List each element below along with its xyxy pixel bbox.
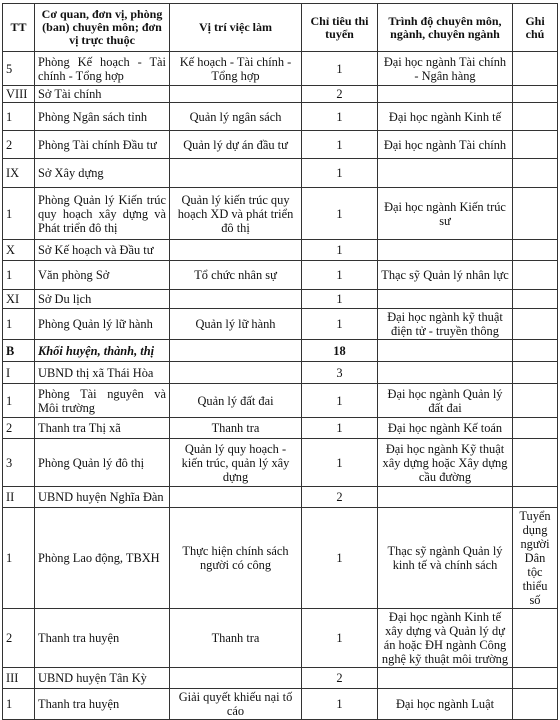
table-row [3, 362, 558, 384]
quota-cell: 1 [302, 309, 378, 340]
note-cell [513, 609, 558, 668]
table-row [3, 689, 558, 720]
quota-cell: 1 [302, 261, 378, 290]
tt-cell: IX [3, 159, 35, 188]
tt-cell: B [3, 340, 35, 362]
tt-cell: III [3, 668, 35, 689]
position-cell [170, 340, 302, 362]
tt-cell: 3 [3, 439, 35, 487]
quota-cell: 2 [302, 86, 378, 103]
tt-cell: 1 [3, 188, 35, 240]
position-cell: Tổ chức nhân sự [170, 261, 302, 290]
qualification-cell [378, 240, 513, 261]
quota-cell: 1 [302, 159, 378, 188]
position-cell [170, 290, 302, 309]
table-row [3, 240, 558, 261]
position-cell: Quản lý dự án đầu tư [170, 131, 302, 159]
qualification-cell: Đại học ngành Kinh tế [378, 103, 513, 131]
unit-cell: Phòng Tài chính Đầu tư [35, 131, 170, 159]
unit-cell: UBND huyện Tân Kỳ [35, 668, 170, 689]
position-cell: Thực hiện chính sách người có công [170, 508, 302, 609]
table-row [3, 131, 558, 159]
position-cell: Quản lý lữ hành [170, 309, 302, 340]
header-tt: TT [3, 4, 35, 52]
table-row [3, 52, 558, 86]
tt-cell: 1 [3, 103, 35, 131]
tt-cell: I [3, 362, 35, 384]
unit-cell: Khối huyện, thành, thị [35, 340, 170, 362]
tt-cell: 1 [3, 508, 35, 609]
qualification-cell: Đại học ngành Kinh tế xây dựng và Quản lý dự án hoặc ĐH ngành Công nghệ kỹ thuật môi trường [378, 609, 513, 668]
note-cell [513, 86, 558, 103]
position-cell [170, 487, 302, 508]
quota-cell: 1 [302, 508, 378, 609]
header-note: Ghi chú [513, 4, 558, 52]
unit-cell: Thanh tra huyện [35, 689, 170, 720]
table-row [3, 609, 558, 668]
unit-cell: Sở Du lịch [35, 290, 170, 309]
table-row [3, 309, 558, 340]
table-row [3, 418, 558, 439]
unit-cell: Sở Kế hoạch và Đầu tư [35, 240, 170, 261]
position-cell [170, 240, 302, 261]
quota-cell: 1 [302, 131, 378, 159]
note-cell [513, 689, 558, 720]
qualification-cell: Thạc sỹ Quản lý nhân lực [378, 261, 513, 290]
qualification-cell: Đại học ngành kỹ thuật điện tử - truyền thông [378, 309, 513, 340]
position-cell [170, 86, 302, 103]
unit-cell: UBND huyện Nghĩa Đàn [35, 487, 170, 508]
position-cell: Thanh tra [170, 418, 302, 439]
tt-cell: VIII [3, 86, 35, 103]
tt-cell: 1 [3, 384, 35, 418]
tt-cell: 2 [3, 131, 35, 159]
unit-cell: Sở Tài chính [35, 86, 170, 103]
unit-cell: Phòng Ngân sách tỉnh [35, 103, 170, 131]
note-cell [513, 103, 558, 131]
tt-cell: 5 [3, 52, 35, 86]
qualification-cell [378, 668, 513, 689]
position-cell: Giải quyết khiếu nại tố cáo [170, 689, 302, 720]
quota-cell: 1 [302, 188, 378, 240]
unit-cell: Sở Xây dựng [35, 159, 170, 188]
qualification-cell: Đại học ngành Quản lý đất đai [378, 384, 513, 418]
tt-cell: 1 [3, 261, 35, 290]
position-cell [170, 668, 302, 689]
qualification-cell [378, 340, 513, 362]
position-cell: Quản lý quy hoạch - kiến trúc, quản lý xây dựng [170, 439, 302, 487]
tt-cell: 2 [3, 609, 35, 668]
unit-cell: Thanh tra Thị xã [35, 418, 170, 439]
position-cell: Quản lý ngân sách [170, 103, 302, 131]
note-cell [513, 487, 558, 508]
qualification-cell: Đại học ngành Luật [378, 689, 513, 720]
unit-cell: Văn phòng Sở [35, 261, 170, 290]
table-row [3, 487, 558, 508]
unit-cell: Phòng Kế hoạch - Tài chính - Tổng hợp [35, 52, 170, 86]
position-cell: Quản lý kiến trúc quy hoạch XD và phát triển đô thị [170, 188, 302, 240]
position-cell: Quản lý đất đai [170, 384, 302, 418]
note-cell [513, 384, 558, 418]
header-unit: Cơ quan, đơn vị, phòng (ban) chuyên môn; đơn vị trực thuộc [35, 4, 170, 52]
tt-cell: XI [3, 290, 35, 309]
quota-cell: 1 [302, 52, 378, 86]
note-cell [513, 131, 558, 159]
tt-cell: II [3, 487, 35, 508]
note-cell [513, 418, 558, 439]
table-row [3, 668, 558, 689]
header-position: Vị trí việc làm [170, 4, 302, 52]
note-cell [513, 362, 558, 384]
tt-cell: 1 [3, 309, 35, 340]
quota-cell: 18 [302, 340, 378, 362]
table-row [3, 340, 558, 362]
unit-cell: Thanh tra huyện [35, 609, 170, 668]
quota-cell: 2 [302, 668, 378, 689]
header-quota: Chỉ tiêu thi tuyển [302, 4, 378, 52]
table-row [3, 86, 558, 103]
unit-cell: Phòng Tài nguyên và Môi trường [35, 384, 170, 418]
note-cell [513, 240, 558, 261]
table-row [3, 159, 558, 188]
position-cell: Thanh tra [170, 609, 302, 668]
qualification-cell [378, 362, 513, 384]
header-row [3, 4, 558, 52]
quota-cell: 1 [302, 290, 378, 309]
unit-cell: Phòng Lao động, TBXH [35, 508, 170, 609]
position-cell: Kế hoạch - Tài chính - Tổng hợp [170, 52, 302, 86]
note-cell [513, 439, 558, 487]
table-row [3, 188, 558, 240]
unit-cell: UBND thị xã Thái Hòa [35, 362, 170, 384]
qualification-cell: Đại học ngành Kỹ thuật xây dựng hoặc Xây dựng cầu đường [378, 439, 513, 487]
quota-cell: 1 [302, 418, 378, 439]
tt-cell: 1 [3, 689, 35, 720]
qualification-cell [378, 487, 513, 508]
note-cell [513, 52, 558, 86]
note-cell [513, 668, 558, 689]
recruitment-table [2, 3, 558, 720]
note-cell [513, 159, 558, 188]
note-cell [513, 309, 558, 340]
qualification-cell: Đại học ngành Tài chính [378, 131, 513, 159]
table-row [3, 384, 558, 418]
qualification-cell [378, 159, 513, 188]
note-cell [513, 290, 558, 309]
header-qualification: Trình độ chuyên môn, ngành, chuyên ngành [378, 4, 513, 52]
table-row [3, 103, 558, 131]
tt-cell: 2 [3, 418, 35, 439]
quota-cell: 1 [302, 240, 378, 261]
qualification-cell: Thạc sỹ ngành Quản lý kinh tế và chính sách [378, 508, 513, 609]
note-cell [513, 188, 558, 240]
tt-cell: X [3, 240, 35, 261]
position-cell [170, 159, 302, 188]
unit-cell: Phòng Quản lý Kiến trúc quy hoạch xây dựng và Phát triển đô thị [35, 188, 170, 240]
table-row [3, 439, 558, 487]
quota-cell: 1 [302, 103, 378, 131]
qualification-cell [378, 290, 513, 309]
qualification-cell: Đại học ngành Tài chính - Ngân hàng [378, 52, 513, 86]
note-cell [513, 261, 558, 290]
quota-cell: 1 [302, 609, 378, 668]
quota-cell: 2 [302, 487, 378, 508]
table-row [3, 290, 558, 309]
table-row [3, 261, 558, 290]
qualification-cell: Đại học ngành Kiến trúc sư [378, 188, 513, 240]
unit-cell: Phòng Quản lý đô thị [35, 439, 170, 487]
unit-cell: Phòng Quản lý lữ hành [35, 309, 170, 340]
position-cell [170, 362, 302, 384]
qualification-cell [378, 86, 513, 103]
qualification-cell: Đại học ngành Kế toán [378, 418, 513, 439]
quota-cell: 3 [302, 362, 378, 384]
quota-cell: 1 [302, 384, 378, 418]
quota-cell: 1 [302, 689, 378, 720]
table-row [3, 508, 558, 609]
quota-cell: 1 [302, 439, 378, 487]
note-cell: Tuyển dụng người Dân tộc thiểu số [513, 508, 558, 609]
note-cell [513, 340, 558, 362]
